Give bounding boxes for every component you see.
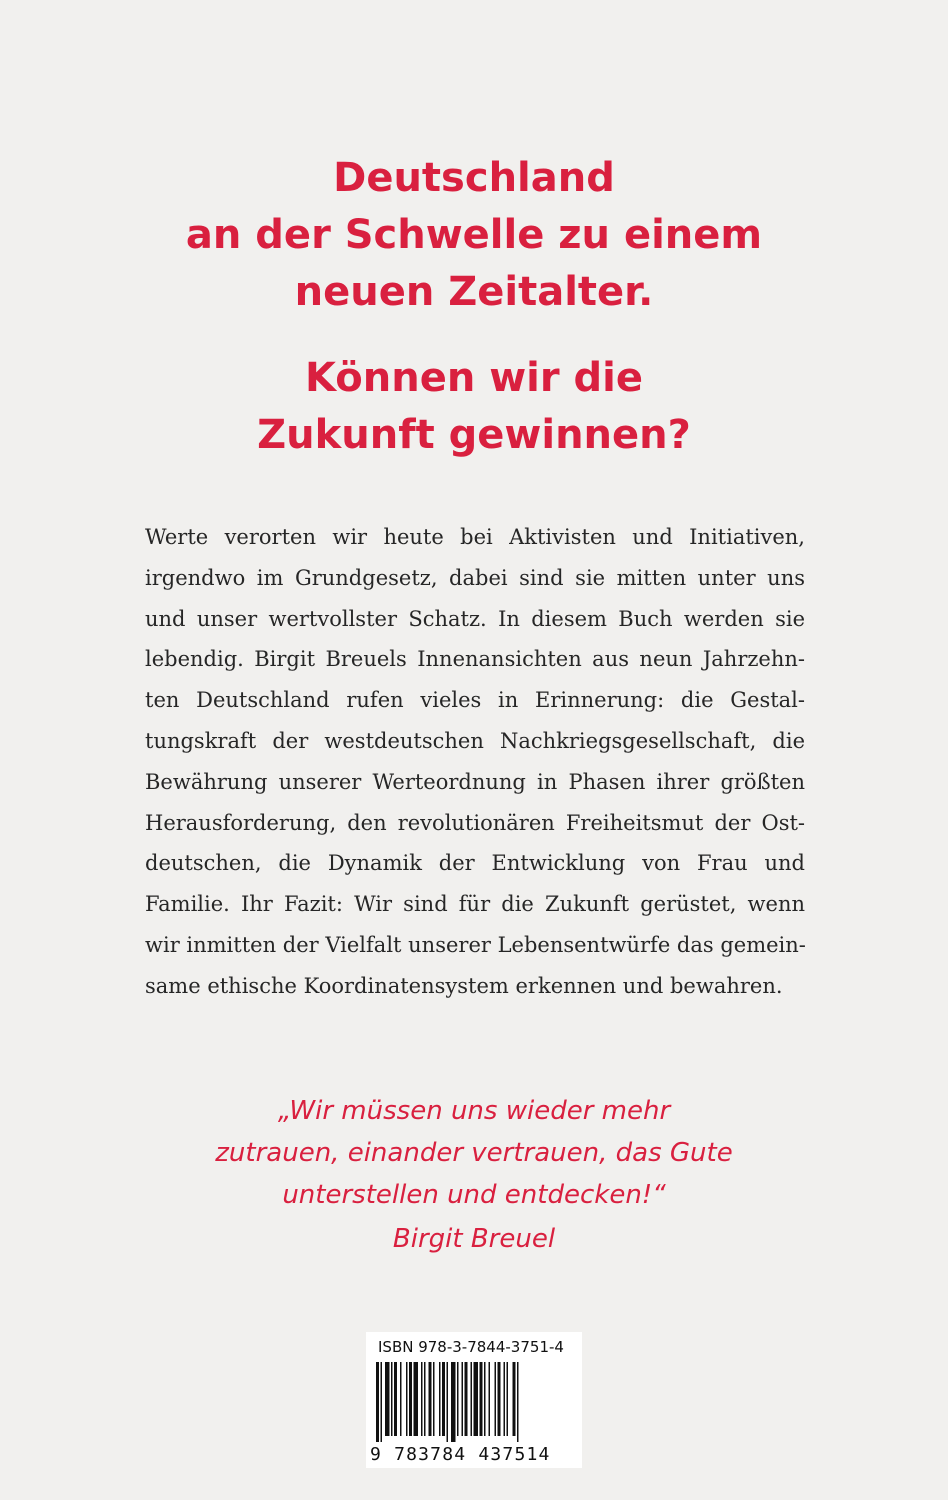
isbn-label: ISBN 978-3-7844-3751-4 bbox=[378, 1338, 564, 1356]
barcode-bar bbox=[376, 1362, 379, 1442]
headline-line: Zukunft gewinnen? bbox=[257, 412, 691, 458]
pull-quote bbox=[0, 1090, 948, 1216]
blurb-line: Werte verorten wir heute bei Aktivisten und Initiativen, bbox=[145, 525, 805, 549]
barcode-bar bbox=[517, 1362, 519, 1442]
barcode-bar bbox=[447, 1362, 449, 1442]
blurb-line: irgendwo im Grundgesetz, dabei sind sie mitten unter uns bbox=[145, 565, 805, 590]
blurb-line: und unser wertvollster Schatz. In diesem Buch werden sie bbox=[145, 606, 805, 631]
blurb-line: Familie. Ihr Fazit: Wir sind für die Zukunft gerüstet, wenn bbox=[145, 892, 805, 917]
barcode-bar bbox=[424, 1362, 426, 1436]
blurb-line: Herausforderung, den revolutionären Freiheitsmut der Ost- bbox=[145, 810, 805, 835]
barcode-bar bbox=[400, 1362, 402, 1436]
quote-line: unterstellen und entdecken!“ bbox=[282, 1180, 666, 1210]
barcode-bar bbox=[409, 1362, 412, 1436]
blurb-line: deutschen, die Dynamik der Entwicklung von Frau und bbox=[145, 851, 805, 876]
quote-line: „Wir müssen uns wieder mehr bbox=[277, 1096, 671, 1126]
barcode-bar bbox=[394, 1362, 397, 1436]
barcode-bar bbox=[498, 1362, 501, 1436]
headline-line: Können wir die bbox=[304, 355, 644, 401]
quote-line: zutrauen, einander vertrauen, das Gute bbox=[215, 1138, 733, 1168]
headline-line: Deutschland bbox=[333, 155, 615, 201]
barcode-bar bbox=[385, 1362, 390, 1436]
blurb-line: Bewährung unserer Werteordnung in Phasen ihrer größten bbox=[145, 769, 805, 794]
barcode-bar bbox=[507, 1362, 509, 1436]
barcode-bar bbox=[484, 1362, 486, 1436]
barcode-bar bbox=[429, 1362, 432, 1436]
barcode-bar bbox=[495, 1362, 497, 1436]
blurb-line: tungskraft der westdeutschen Nachkriegsgesellschaft, die bbox=[145, 728, 805, 753]
barcode-bar bbox=[433, 1362, 435, 1436]
headline-line: an der Schwelle zu einem bbox=[185, 212, 763, 258]
barcode-bar bbox=[462, 1362, 464, 1436]
headline-primary bbox=[0, 150, 948, 321]
headline-question bbox=[0, 350, 948, 464]
blurb-text bbox=[145, 517, 805, 1007]
barcode-bar bbox=[391, 1362, 393, 1436]
barcode-bar bbox=[513, 1362, 516, 1436]
barcode-bar bbox=[474, 1362, 479, 1436]
barcode-bar bbox=[480, 1362, 483, 1436]
blurb-line: ten Deutschland rufen vieles in Erinnerung: die Gestal- bbox=[145, 688, 805, 713]
barcode-bar bbox=[504, 1362, 506, 1436]
headline-line: neuen Zeitalter. bbox=[294, 269, 654, 315]
blurb-line: lebendig. Birgit Breuels Innenansichten aus neun Jahrzehn- bbox=[145, 647, 805, 672]
barcode-bar bbox=[489, 1362, 491, 1436]
blurb-line: same ethische Koordinatensystem erkennen und bewahren. bbox=[145, 973, 783, 998]
barcode-bar bbox=[421, 1362, 423, 1436]
barcode-bar bbox=[439, 1362, 441, 1436]
barcode-bar bbox=[414, 1362, 419, 1436]
barcode-icon bbox=[374, 1362, 574, 1442]
barcode-bar bbox=[457, 1362, 459, 1436]
barcode-bar bbox=[471, 1362, 473, 1436]
barcode-bar bbox=[451, 1362, 456, 1442]
quote-author: Birgit Breuel bbox=[392, 1224, 556, 1254]
barcode-bar bbox=[465, 1362, 468, 1436]
blurb-line: wir inmitten der Vielfalt unserer Lebensentwürfe das gemein- bbox=[145, 932, 806, 957]
barcode-bar bbox=[442, 1362, 445, 1436]
isbn-barcode-panel bbox=[366, 1332, 582, 1468]
barcode-digits: 9 783784 437514 bbox=[370, 1444, 551, 1465]
barcode-bar bbox=[381, 1362, 383, 1442]
barcode-bar bbox=[406, 1362, 408, 1436]
